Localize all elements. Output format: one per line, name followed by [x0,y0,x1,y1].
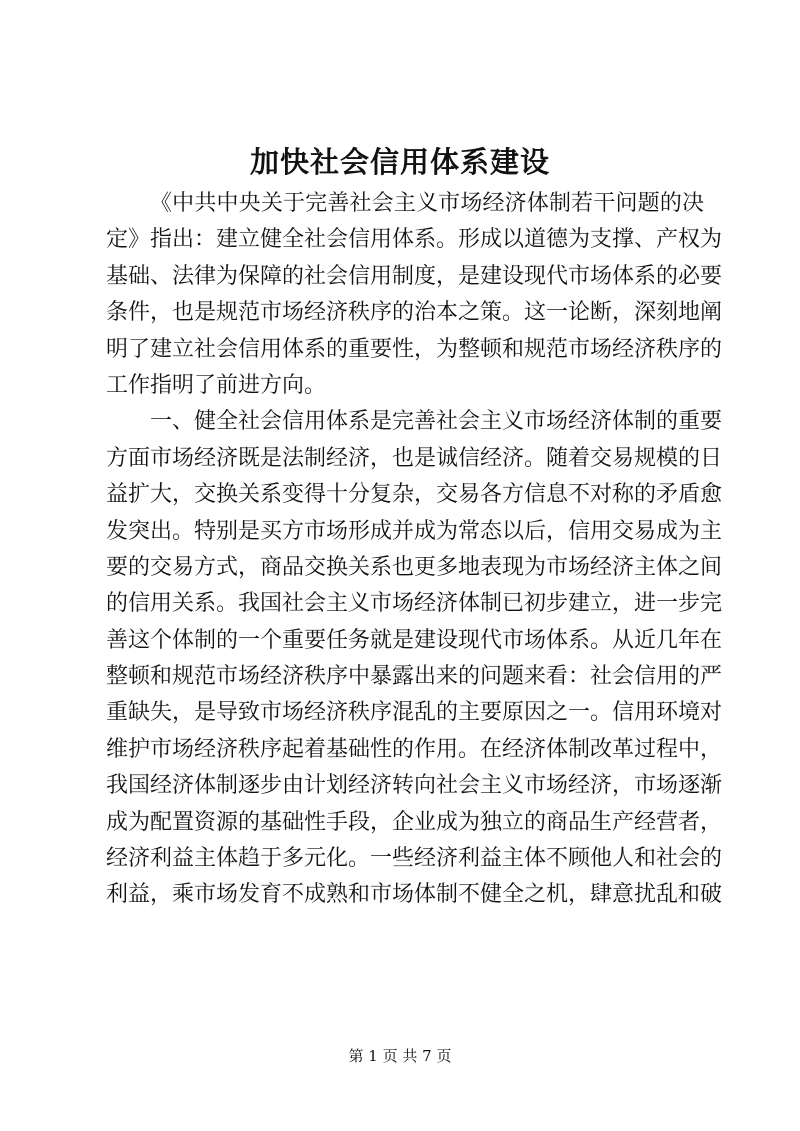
text-line: 工作指明了前进方向。 [106,372,327,398]
text-line: 的信用关系。我国社会主义市场经济体制已初步建立，进一步完 [106,591,723,617]
text-line: 要的交易方式，商品交换关系也更多地表现为市场经济主体之间 [106,554,723,580]
text-line: 明了建立社会信用体系的重要性，为整顿和规范市场经济秩序的 [106,336,723,362]
document-title: 加快社会信用体系建设 [249,145,550,179]
text-line: 方面市场经济既是法制经济，也是诚信经济。随着交易规模的日 [106,445,723,471]
page-number-footer: 第 1 页 共 7 页 [348,1047,452,1065]
text-line: 重缺失，是导致市场经济秩序混乱的主要原因之一。信用环境对 [106,700,723,726]
paragraph-intro [106,186,723,404]
text-line: 《中共中央关于完善社会主义市场经济体制若干问题的决 [150,191,704,216]
text-line: 发突出。特别是买方市场形成并成为常态以后，信用交易成为主 [106,518,723,544]
document-body [106,186,723,914]
text-line: 利益，乘市场发育不成熟和市场体制不健全之机，肆意扰乱和破 [106,882,723,908]
text-line: 善这个体制的一个重要任务就是建设现代市场体系。从近几年在 [106,627,723,653]
text-line: 益扩大，交换关系变得十分复杂，交易各方信息不对称的矛盾愈 [106,482,723,508]
text-line: 定》指出：建立健全社会信用体系。形成以道德为支撑、产权为 [106,227,723,253]
text-line: 整顿和规范市场经济秩序中暴露出来的问题来看：社会信用的严 [106,664,723,690]
paragraph-section-one [106,404,723,913]
text-line: 基础、法律为保障的社会信用制度，是建设现代市场体系的必要 [106,263,723,289]
text-line: 条件，也是规范市场经济秩序的治本之策。这一论断，深刻地阐 [106,300,723,326]
text-line: 维护市场经济秩序起着基础性的作用。在经济体制改革过程中， [106,736,723,762]
text-line: 我国经济体制逐步由计划经济转向社会主义市场经济，市场逐渐 [106,773,723,799]
text-line: 经济利益主体趋于多元化。一些经济利益主体不顾他人和社会的 [106,846,723,872]
text-line: 一、健全社会信用体系是完善社会主义市场经济体制的重要 [150,409,723,435]
text-line: 成为配置资源的基础性手段，企业成为独立的商品生产经营者， [106,809,723,835]
